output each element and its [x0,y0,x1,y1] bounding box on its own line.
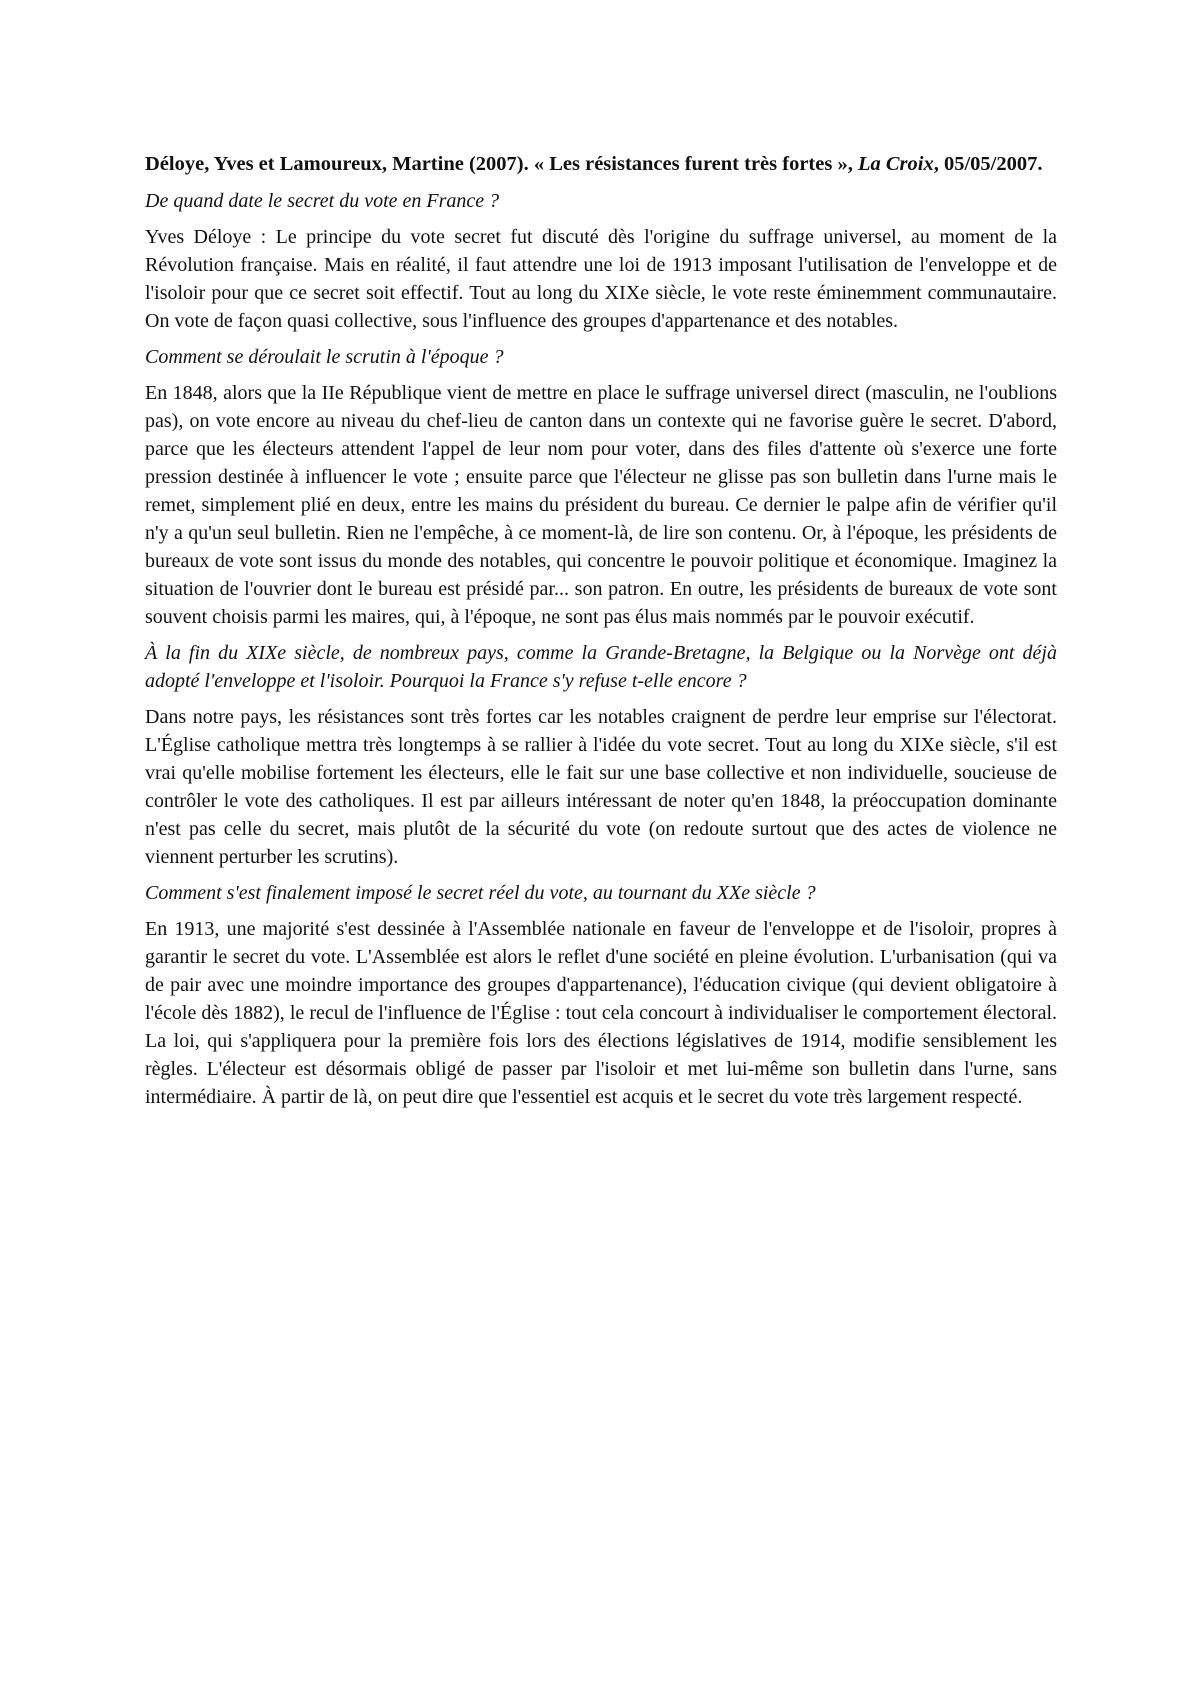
document-page [145,150,1057,1119]
citation-source: La Croix [857,153,934,175]
answer-2: En 1848, alors que la IIe République vient de mettre en place le suffrage universel direct (masculin, ne l'oublions pas), on vote encore au niveau du chef-lieu de canton dans un contexte qui ne favorise guère le secret. D'abord, parce que les électeurs attendent l'appel de leur nom pour voter, dans des files d'attente où s'exerce une forte pression destinée à influencer le vote ; ensuite parce que l'électeur ne glisse pas son bulletin dans l'urne mais le remet, simplement plié en deux, entre les mains du président du bureau. Ce dernier le palpe afin de vérifier qu'il n'y a qu'un seul bulletin. Rien ne l'empêche, à ce moment-là, de lire son contenu. Or, à l'époque, les présidents de bureaux de vote sont issus du monde des notables, qui concentre le pouvoir politique et économique. Imaginez la situation de l'ouvrier dont le bureau est présidé par... son patron. En outre, les présidents de bureaux de vote sont souvent choisis parmi les maires, qui, à l'époque, ne sont pas élus mais nommés par le pouvoir exécutif. [145,382,1057,628]
question-1: De quand date le secret du vote en France ? [145,190,500,212]
citation-authors: Déloye, Yves et Lamoureux, Martine (2007). « Les résistances furent très fortes », [145,153,858,175]
question-3: À la fin du XIXe siècle, de nombreux pays, comme la Grande-Bretagne, la Belgique ou la Norvège ont déjà adopté l'enveloppe et l'isoloir. Pourquoi la France s'y refuse t-elle encore ? [145,642,1057,692]
answer-1: Yves Déloye : Le principe du vote secret fut discuté dès l'origine du suffrage universel, au moment de la Révolution française. Mais en réalité, il faut attendre une loi de 1913 imposant l'utilisation de l'enveloppe et de l'isoloir pour que ce secret soit effectif. Tout au long du XIXe siècle, le vote reste éminemment communautaire. On vote de façon quasi collective, sous l'influence des groupes d'appartenance et des notables. [145,226,1057,332]
answer-4: En 1913, une majorité s'est dessinée à l'Assemblée nationale en faveur de l'enveloppe et de l'isoloir, propres à garantir le secret du vote. L'Assemblée est alors le reflet d'une société en pleine évolution. L'urbanisation (qui va de pair avec une moindre importance des groupes d'appartenance), l'éducation civique (qui devient obligatoire à l'école dès 1882), le recul de l'influence de l'Église : tout cela concourt à individualiser le comportement électoral. La loi, qui s'appliquera pour la première fois lors des élections législatives de 1914, modifie sensiblement les règles. L'électeur est désormais obligé de passer par l'isoloir et met lui-même son bulletin dans l'urne, sans intermédiaire. À partir de là, on peut dire que l'essentiel est acquis et le secret du vote très largement respecté. [145,918,1057,1108]
citation-heading [145,150,1057,179]
question-4: Comment s'est finalement imposé le secret réel du vote, au tournant du XXe siècle ? [145,882,816,904]
citation-date: , 05/05/2007. [933,153,1043,175]
question-2: Comment se déroulait le scrutin à l'époque ? [145,346,504,368]
answer-3: Dans notre pays, les résistances sont très fortes car les notables craignent de perdre leur emprise sur l'électorat. L'Église catholique mettra très longtemps à se rallier à l'idée du vote secret. Tout au long du XIXe siècle, s'il est vrai qu'elle mobilise fortement les électeurs, elle le fait sur une base collective et non individuelle, soucieuse de contrôler le vote des catholiques. Il est par ailleurs intéressant de noter qu'en 1848, la préoccupation dominante n'est pas celle du secret, mais plutôt de la sécurité du vote (on redoute surtout que des actes de violence ne viennent perturber les scrutins). [145,706,1057,868]
